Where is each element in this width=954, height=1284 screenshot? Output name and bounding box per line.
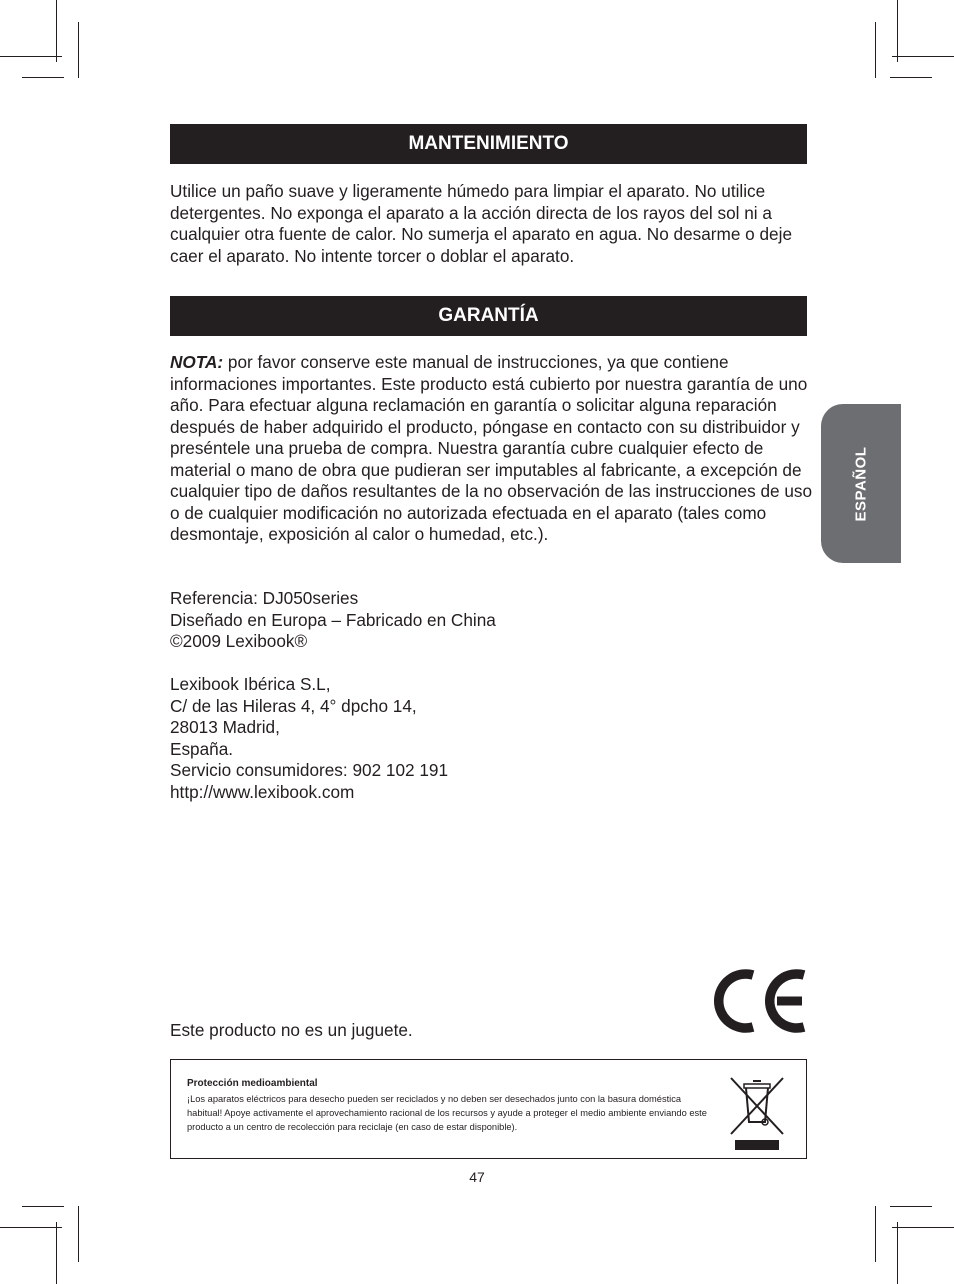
note-label: NOTA: (170, 352, 224, 372)
copyright-line: ©2009 Lexibook® (170, 631, 308, 651)
ce-mark-icon (705, 964, 808, 1038)
warranty-text (170, 352, 820, 546)
phone-line: Servicio consumidores: 902 102 191 (170, 760, 449, 780)
address-block (170, 674, 820, 803)
warranty-paragraph (170, 352, 820, 546)
environment-box (170, 1059, 807, 1159)
city-line: 28013 Madrid, (170, 717, 280, 737)
street-line: C/ de las Hileras 4, 4° dpcho 14, (170, 695, 417, 716)
maintenance-paragraph (170, 181, 820, 267)
crossed-bin-icon (727, 1070, 787, 1152)
website-link[interactable]: http://www.lexibook.com (170, 781, 355, 802)
section-header-warranty: GARANTÍA (170, 296, 807, 336)
language-tab-label: ESPAÑOL (852, 446, 870, 521)
section-header-maintenance: MANTENIMIENTO (170, 124, 807, 164)
maintenance-text: Utilice un paño suave y ligeramente húmedo para limpiar el aparato. No utilice detergentes. No exponga el aparato a la acción directa de los rayos del sol ni a cualquier otra fuente de calor. No sumerja el aparato en agua. No desarme o deje caer el aparato. No intente torcer o doblar el aparato. (170, 181, 792, 266)
reference-block (170, 588, 820, 653)
note-text: por favor conserve este manual de instrucciones, ya que contiene informaciones importantes. Este producto está cubierto por nuestra garantía de uno año. Para efectuar alguna reclamación en garantía o solicitar alguna reparación después de haber adquirido el producto, póngase en contacto con su distribuidor y preséntele una prueba de compra. Nuestra garantía cubre cualquier efecto de material o mano de obra que pudieran ser imputables al fabricante, a excepción de cualquier tipo de daños resultantes de la no observación de las instrucciones de uso o de cualquier modificación no autorizada efectuada en el aparato (tales como desmontaje, exposición al calor o humedad, etc.). (170, 352, 813, 544)
language-tab (821, 404, 901, 563)
country-line: España. (170, 738, 234, 759)
company-name: Lexibook Ibérica S.L, (170, 674, 331, 694)
environment-title: Protección medioambiental (187, 1078, 318, 1089)
environment-text: ¡Los aparatos eléctricos para desecho pueden ser reciclados y no deben ser desechados junto con la basura doméstica habitual! Apoye activamente el aprovechamiento racional de los recursos y ayude a proteger el medio ambiente enviando este producto a un centro de recolección para reciclaje (en caso de estar disponible). (187, 1094, 707, 1132)
toy-notice: Este producto no es un juguete. (170, 1020, 413, 1040)
origin-line: Diseñado en Europa – Fabricado en China (170, 609, 496, 630)
reference-line: Referencia: DJ050series (170, 588, 359, 608)
page-number: 47 (469, 1169, 485, 1185)
